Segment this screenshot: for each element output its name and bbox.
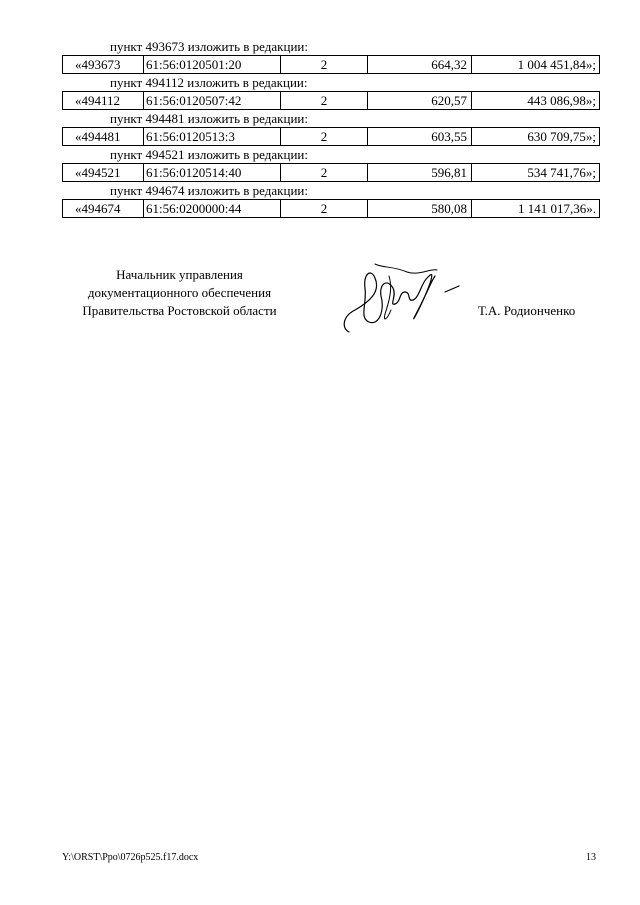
cadastral-number: 61:56:0120513:3 (144, 128, 281, 145)
amendment-table (62, 38, 600, 218)
row-id: «494521 (63, 164, 144, 181)
cadastral-number: 61:56:0120501:20 (144, 56, 281, 73)
cadastral-number: 61:56:0120507:42 (144, 92, 281, 109)
table-row (62, 55, 600, 74)
cadastral-value: 630 709,75»; (527, 129, 596, 144)
zone-number: 2 (281, 92, 368, 109)
amendment-caption: пункт 494481 изложить в редакции: (110, 111, 308, 126)
row-id: «494481 (63, 128, 144, 145)
table-row (62, 127, 600, 146)
zone-number: 2 (281, 128, 368, 145)
specific-value: 664,32 (368, 56, 472, 73)
signatory-title-line: Начальник управления (116, 267, 243, 282)
row-id: «494674 (63, 200, 144, 217)
zone-number: 2 (281, 56, 368, 73)
specific-value: 603,55 (368, 128, 472, 145)
zone-number: 2 (281, 200, 368, 217)
row-id: «493673 (63, 56, 144, 73)
cadastral-value: 443 086,98»; (527, 93, 596, 108)
signatory-name: Т.А. Родионченко (478, 303, 576, 318)
cadastral-value: 534 741,76»; (527, 165, 596, 180)
signatory-title-line: Правительства Ростовской области (82, 303, 277, 318)
cadastral-number: 61:56:0120514:40 (144, 164, 281, 181)
page-number: 13 (586, 852, 596, 863)
cadastral-number: 61:56:0200000:44 (144, 200, 281, 217)
cadastral-value: 1 141 017,36». (518, 201, 596, 216)
specific-value: 580,08 (368, 200, 472, 217)
amendment-caption: пункт 494112 изложить в редакции: (110, 75, 308, 90)
amendment-caption: пункт 494521 изложить в редакции: (110, 147, 308, 162)
specific-value: 596,81 (368, 164, 472, 181)
handwritten-signature (335, 258, 465, 340)
table-row (62, 163, 600, 182)
footer-file-path: Y:\ORST\Ppo\0726p525.f17.docx (62, 852, 199, 863)
table-row (62, 199, 600, 218)
specific-value: 620,57 (368, 92, 472, 109)
signatory-title-line: документационного обеспечения (87, 285, 272, 300)
signatory-title (62, 266, 297, 320)
row-id: «494112 (63, 92, 144, 109)
amendment-caption: пункт 493673 изложить в редакции: (110, 39, 308, 54)
cadastral-value: 1 004 451,84»; (517, 57, 596, 72)
amendment-caption: пункт 494674 изложить в редакции: (110, 183, 308, 198)
table-row (62, 91, 600, 110)
zone-number: 2 (281, 164, 368, 181)
